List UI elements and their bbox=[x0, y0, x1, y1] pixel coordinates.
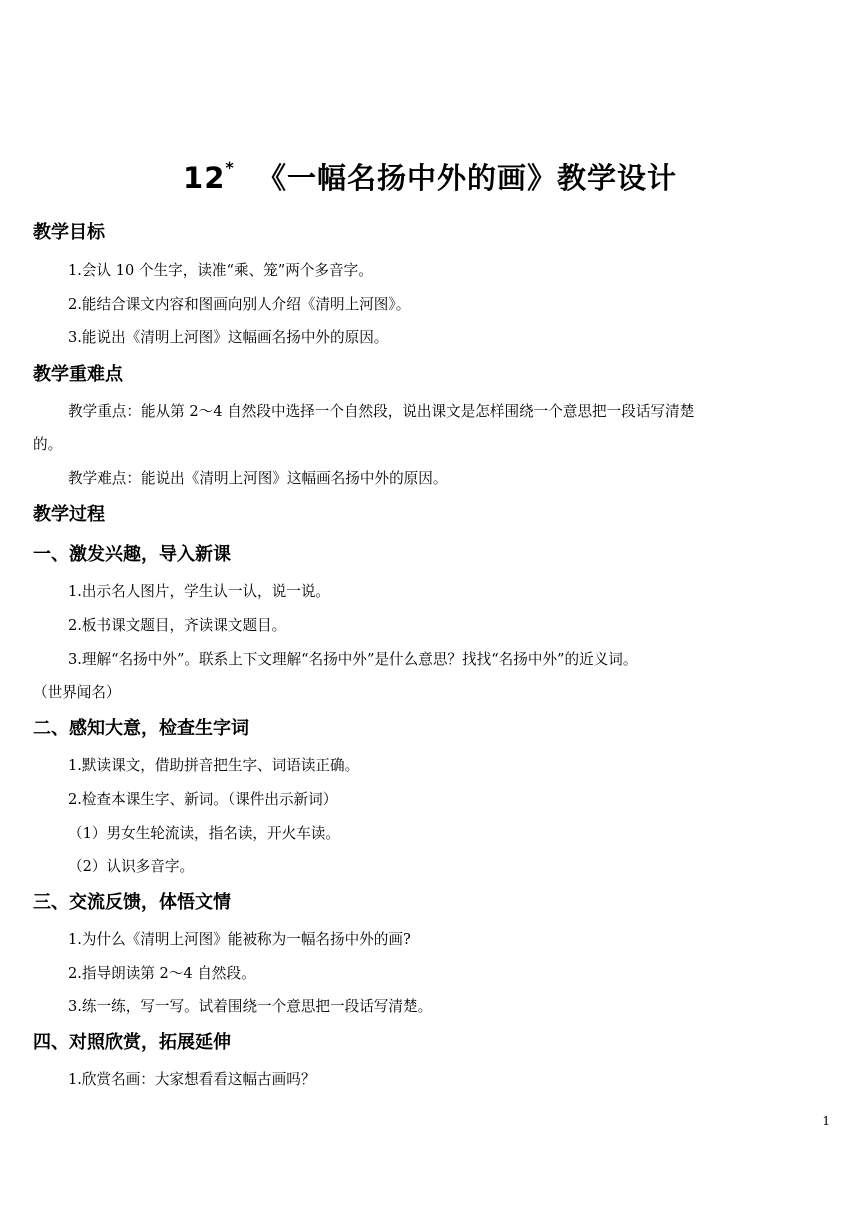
goal-item-3: 3.能说出《清明上河图》这幅画名扬中外的原因。 bbox=[68, 329, 389, 346]
part2-item-2: 2.检查本课生字、新词。（课件出示新词） bbox=[68, 791, 338, 808]
goal-item-1: 1.会认 10 个生字，读准“乘、笼”两个多音字。 bbox=[68, 262, 373, 279]
heading-goals: 教学目标 bbox=[33, 222, 105, 243]
part2-item-1: 1.默读课文，借助拼音把生字、词语读正确。 bbox=[68, 757, 360, 774]
keypoint-difficulty: 教学难点：能说出《清明上河图》这幅画名扬中外的原因。 bbox=[68, 470, 448, 487]
keypoint-focus-line1: 教学重点：能从第 2～4 自然段中选择一个自然段，说出课文是怎样围绕一个意思把一段话写清楚 bbox=[68, 403, 695, 420]
heading-part2: 二、感知大意，检查生字词 bbox=[33, 718, 249, 739]
part1-item-3: 3.理解“名扬中外”。联系上下文理解“名扬中外”是什么意思？找找“名扬中外”的近义词。 bbox=[68, 651, 638, 668]
part1-continuation: （世界闻名） bbox=[33, 684, 121, 701]
part3-item-1: 1.为什么《清明上河图》能被称为一幅名扬中外的画? bbox=[68, 931, 411, 948]
title-mark: * bbox=[225, 158, 235, 178]
part1-item-2: 2.板书课文题目，齐读课文题目。 bbox=[68, 617, 287, 634]
heading-process: 教学过程 bbox=[33, 504, 105, 525]
part2-item-3: （1）男女生轮流读，指名读，开火车读。 bbox=[68, 825, 340, 842]
page-number: 1 bbox=[822, 1114, 830, 1128]
part4-item-1: 1.欣赏名画：大家想看看这幅古画吗？ bbox=[68, 1071, 316, 1088]
title-number: 12 bbox=[183, 161, 226, 195]
document-title bbox=[0, 156, 860, 197]
goal-item-2: 2.能结合课文内容和图画向别人介绍《清明上河图》。 bbox=[68, 296, 411, 313]
part3-item-3: 3.练一练，写一写。试着围绕一个意思把一段话写清楚。 bbox=[68, 998, 433, 1015]
part2-item-4: （2）认识多音字。 bbox=[68, 858, 195, 875]
heading-part3: 三、交流反馈，体悟文情 bbox=[33, 892, 231, 913]
part1-item-1: 1.出示名人图片，学生认一认，说一说。 bbox=[68, 583, 331, 600]
title-text: 《一幅名扬中外的画》教学设计 bbox=[256, 161, 677, 195]
part3-item-2: 2.指导朗读第 2～4 自然段。 bbox=[68, 965, 256, 982]
keypoint-focus-line2: 的。 bbox=[33, 436, 63, 453]
heading-keypoints: 教学重难点 bbox=[33, 364, 123, 385]
heading-part4: 四、对照欣赏，拓展延伸 bbox=[33, 1032, 231, 1053]
heading-part1: 一、激发兴趣，导入新课 bbox=[33, 544, 231, 565]
